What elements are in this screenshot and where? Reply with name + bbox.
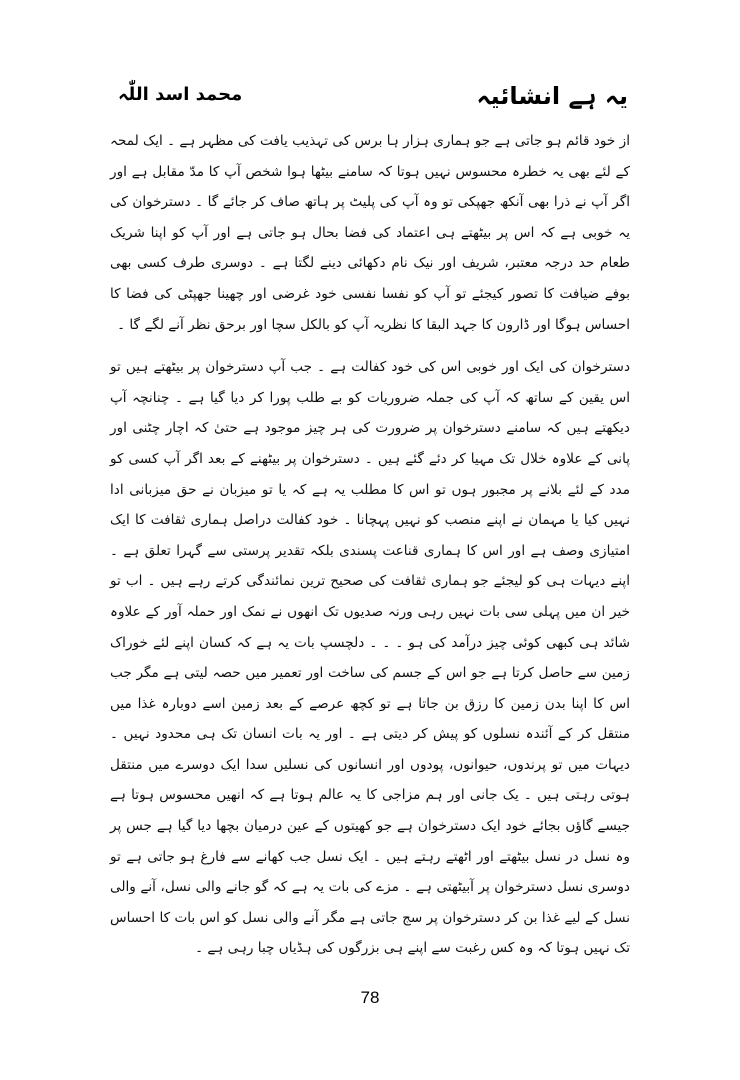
- page-number: 78: [360, 988, 380, 1007]
- paragraph-1: از خود قائم ہو جاتی ہے جو ہماری ہزار ہا برس کی تہذیب یافت کی مظہر ہے ۔ ایک لمحہ کے لئے بھی یہ خطرہ محسوس نہیں ہوتا کہ سامنے بیٹھا ہوا شخص آپ کا مدّ مقابل ہے اور اگر آپ نے ذرا بھی آنکھ جھپکی تو وہ آپ کی پلیٹ پر ہاتھ صاف کر جائے گا ۔ دسترخوان کی یہ خوبی ہے کہ اس پر بیٹھتے ہی اعتماد کی فضا بحال ہو جاتی ہے اور آپ کو اپنا شریک طعام حد درجہ معتبر، شریف اور نیک نام دکھائی دینے لگتا ہے ۔ دوسری طرف کسی بھی بوفے ضیافت کا تصور کیجئے تو آپ کو نفسا نفسی خود غرضی اور چھینا جھپٹی کی فضا کا احساس ہوگا اور ڈارون کا جہد البقا کا نظریہ آپ کو بالکل سچا اور برحق نظر آنے لگے گا ۔: [109, 133, 630, 333]
- page-header: [112, 82, 628, 122]
- essay-title: یہ ہے انشائیہ: [476, 82, 628, 110]
- body-text: [110, 126, 630, 964]
- author-name: محمد اسد اللّٰہ: [118, 84, 243, 105]
- paragraph-2: دسترخوان کی ایک اور خوبی اس کی خود کفالت ہے ۔ جب آپ دسترخوان پر بیٹھتے ہیں تو اس یقین کے ساتھ کہ آپ کی جملہ ضروریات کو بے طلب پورا کر دیا گیا ہے ۔ چنانچہ آپ دیکھتے ہیں کہ سامنے دسترخوان پر ضرورت کی ہر چیز موجود ہے حتیٰ کہ اچار چٹنی اور پانی کے علاوہ خلال تک مہیا کر دئے گئے ہیں ۔ دسترخوان پر بیٹھنے کے بعد اگر آپ کسی کو مدد کے لئے بلانے پر مجبور ہوں تو اس کا مطلب یہ ہے کہ یا تو میزبان نے حق میزبانی ادا نہیں کیا یا مہمان نے اپنے منصب کو نہیں پہچانا ۔ خود کفالت دراصل ہماری ثقافت کا ایک امتیازی وصف ہے اور اس کا ہماری قناعت پسندی بلکہ تقدیر پرستی سے گہرا تعلق ہے ۔ اپنے دیہات ہی کو لیجئے جو ہماری ثقافت کی صحیح ترین نمائندگی کرتے رہے ہیں ۔ اب تو خیر ان میں پہلی سی بات نہیں رہی ورنہ صدیوں تک انھوں نے نمک اور حملہ آور کے علاوہ شائد ہی کبھی کوئی چیز درآمد کی ہو ۔ ۔ ۔ دلچسپ بات یہ ہے کہ کسان اپنے لئے خوراک زمین سے حاصل کرتا ہے جو اس کے جسم کی ساخت اور تعمیر میں حصہ لیتی ہے مگر جب اس کا اپنا بدن زمین کا رزق بن جاتا ہے تو کچھ عرصے کے بعد زمین اسے دوبارہ غذا میں منتقل کر کے آئندہ نسلوں کو پیش کر دیتی ہے ۔ اور یہ بات انسان تک ہی محدود نہیں ۔ دیہات میں تو پرندوں، حیوانوں، پودوں اور انسانوں کی نسلیں سدا ایک دوسرے میں منتقل ہوتی رہتی ہیں ۔ یک جانی اور ہم مزاجی کا یہ عالم ہوتا ہے کہ انھیں محسوس ہوتا ہے جیسے گاؤں بجائے خود ایک دسترخوان ہے جو کھیتوں کے عین درمیان بچھا دیا گیا ہے جس پر وہ نسل در نسل بیٹھتے اور اٹھتے رہتے ہیں ۔ ایک نسل جب کھانے سے فارغ ہو جاتی ہے تو دوسری نسل دسترخوان پر آبیٹھتی ہے ۔ مزے کی بات یہ ہے کہ گو جانے والی نسل، آنے والی نسل کے لیے غذا بن کر دسترخوان پر سج جاتی ہے مگر آنے والی نسل کو اس بات کا احساس تک نہیں ہوتا کہ وہ کس رغبت سے اپنے ہی بزرگوں کی ہڈیاں چبا رہی ہے ۔: [110, 359, 630, 957]
